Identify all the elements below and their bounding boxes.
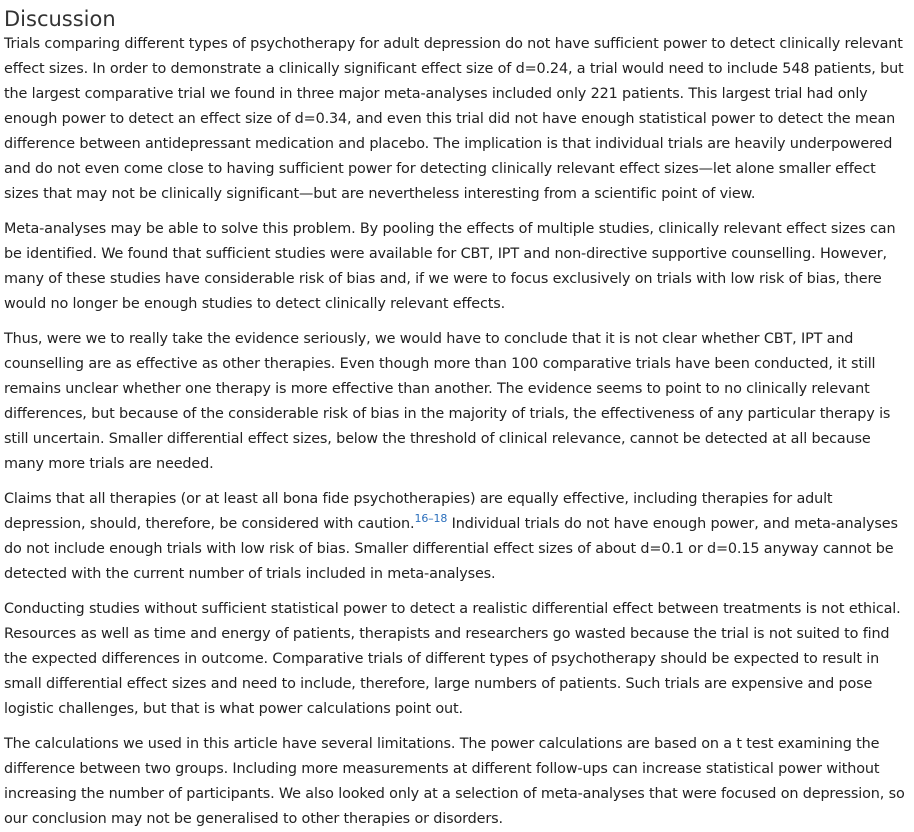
- paragraph-meta-analyses: Meta-analyses may be able to solve this problem. By pooling the effects of multiple studies, clinically relevant effect sizes can be identified. We found that sufficient studies were available for CBT, IPT and non-directive supportive counselling. However, many of these studies have considerable risk of bias and, if we were to focus exclusively on trials with low risk of bias, there would no longer be enough studies to detect clinically relevant effects.: [4, 221, 896, 312]
- paragraph-limitations: The calculations we used in this article have several limitations. The power calculations are based on a t test examining the difference between two groups. Including more measurements at different follow-ups can increase statistical power without increasing the number of participants. We also looked only at a selection of meta-analyses that were focused on depression, so our conclusion may not be generalised to other therapies or disorders.: [4, 736, 905, 827]
- paragraph-claims-caution: [4, 487, 910, 587]
- paragraph-evidence-conclusion: Thus, were we to really take the evidence seriously, we would have to conclude that it is not clear whether CBT, IPT and counselling are as effective as other therapies. Even though more than 100 comparative trials have been conducted, it still remains unclear whether one therapy is more effective than another. The evidence seems to point to no clinically relevant differences, but because of the considerable risk of bias in the majority of trials, the effectiveness of any particular therapy is still uncertain. Smaller differential effect sizes, below the threshold of clinical relevance, cannot be detected at all because many more trials are needed.: [4, 331, 891, 472]
- paragraph-claims-text-before: Claims that all therapies (or at least all bona fide psychotherapies) are equally effective, including therapies for adult depression, should, therefore, be considered with caution.: [4, 491, 833, 532]
- reference-link-16-18[interactable]: 16–18: [414, 512, 448, 526]
- paragraph-ethics: Conducting studies without sufficient statistical power to detect a realistic differential effect between treatments is not ethical. Resources as well as time and energy of patients, therapists and researchers go wasted because the trial is not suited to find the expected differences in outcome. Comparative trials of different types of psychotherapy should be expected to result in small differential effect sizes and need to include, therefore, large numbers of patients. Such trials are expensive and pose logistic challenges, but that is what power calculations point out.: [4, 601, 901, 717]
- paragraph-power-of-trials: Trials comparing different types of psychotherapy for adult depression do not have sufficient power to detect clinically relevant effect sizes. In order to demonstrate a clinically significant effect size of d=0.24, a trial would need to include 548 patients, but the largest comparative trial we found in three major meta-analyses included only 221 patients. This largest trial had only enough power to detect an effect size of d=0.34, and even this trial did not have enough statistical power to detect the mean difference between antidepressant medication and placebo. The implication is that individual trials are heavily underpowered and do not even come close to having sufficient power for detecting clinically relevant effect sizes—let alone smaller effect sizes that may not be clinically significant—but are nevertheless interesting from a scientific point of view.: [4, 36, 904, 202]
- paragraph-claims-text-after: Individual trials do not have enough power, and meta-analyses do not include enough trials with low risk of bias. Smaller differential effect sizes of about d=0.1 or d=0.15 anyway cannot be detected with the current number of trials included in meta-analyses.: [4, 516, 898, 582]
- section-heading: Discussion: [4, 7, 116, 31]
